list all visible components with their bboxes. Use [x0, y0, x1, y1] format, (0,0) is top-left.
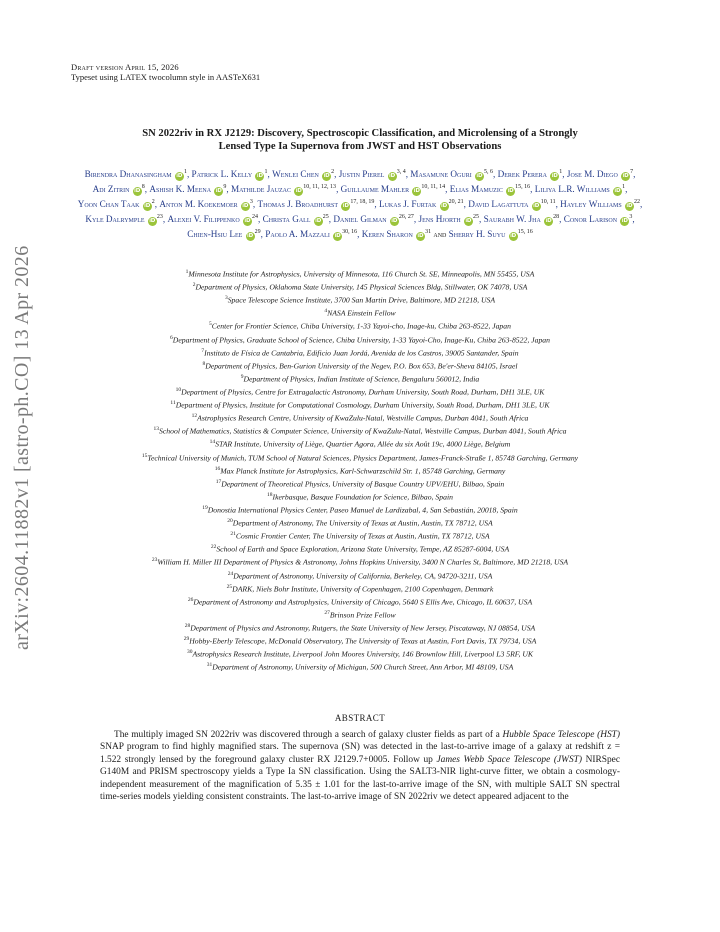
author-name: Lukas J. Furtak — [378, 199, 437, 210]
affiliation-number: 29 — [183, 636, 190, 643]
orcid-icon[interactable]: iD — [622, 173, 629, 180]
affiliation-number: 12 — [191, 413, 198, 420]
author-entry[interactable] — [85, 169, 187, 179]
affiliation-line — [30, 464, 690, 477]
affiliation-line — [30, 542, 690, 555]
affiliation-number: 24 — [227, 570, 234, 577]
orcid-icon[interactable]: iD — [391, 218, 398, 225]
author-name: Birendra Dhanasingham — [84, 169, 172, 180]
affiliation-number: 3 — [224, 295, 228, 302]
author-entry[interactable] — [258, 199, 375, 209]
orcid-icon[interactable]: iD — [621, 218, 628, 225]
draft-header — [71, 62, 260, 82]
paper-title — [60, 127, 660, 153]
author-affiliation-marker: 25 — [322, 214, 329, 221]
affiliation-number: 2 — [192, 282, 196, 289]
orcid-icon[interactable]: iD — [144, 203, 151, 210]
author-entry[interactable] — [187, 229, 260, 239]
author-entry[interactable] — [93, 184, 145, 194]
affiliation-line — [30, 385, 690, 398]
author-affiliation-marker: 2 — [151, 199, 155, 206]
author-affiliation-marker: 28 — [553, 214, 560, 221]
affiliation-number: 30 — [186, 649, 193, 656]
affiliation-line — [30, 398, 690, 411]
abstract-emphasis: Hubble Space Telescope (HST) — [502, 730, 620, 740]
affiliation-number: 27 — [324, 609, 330, 616]
affiliation-number: 7 — [201, 347, 205, 354]
affiliation-line — [30, 319, 690, 332]
affiliation-text: Center for Frontier Science, Chiba University, 1-33 Yayoi-cho, Inage-ku, Chiba 263-8522, Japan — [211, 322, 511, 331]
author-entry[interactable] — [567, 169, 633, 179]
author-name: Jose M. Diego — [566, 169, 618, 180]
affiliation-text: Department of Physics, Graduate School of Science, Chiba University, 1-33 Yayoi-Cho, Inage-Ku, Chiba 263-8522, Japan — [172, 335, 550, 345]
affiliation-text: Department of Physics, Oklahoma State University, 145 Physical Sciences Bldg, Stillwater, OK 74078, USA — [195, 282, 528, 292]
author-affiliation-marker: 1 — [559, 169, 563, 175]
author-name: Sherry H. Suyu — [448, 229, 506, 240]
author-name: David Lagattuta — [468, 199, 529, 210]
author-name: Chien-Hsiu Lee — [187, 229, 243, 240]
author-name: Alexei V. Filippenko — [167, 214, 240, 225]
author-entry[interactable] — [167, 214, 258, 224]
author-entry[interactable] — [564, 214, 633, 224]
affiliation-text: Department of Physics, Indian Institute of Science, Bengaluru 560012, India — [243, 374, 480, 384]
affiliation-number: 11 — [170, 400, 176, 407]
orcid-icon[interactable]: iD — [334, 233, 341, 240]
author-name: Christa Gall — [262, 214, 311, 225]
author-name: Daniel Gilman — [333, 214, 387, 225]
affiliation-line — [30, 595, 690, 608]
affiliation-line — [30, 634, 690, 647]
affiliation-text: Department of Physics, Ben-Gurion University of the Negev, P.O. Box 653, Be'er-Sheva 84105, Israel — [205, 361, 518, 371]
author-affiliation-marker: 20, 21 — [448, 199, 464, 206]
author-affiliation-marker: 15, 16 — [515, 184, 531, 191]
affiliation-text: Max Planck Institute for Astrophysics, Karl-Schwarzschild Str. 1, 85748 Garching, Germany — [220, 466, 506, 476]
affiliation-number: 17 — [215, 478, 222, 485]
orcid-icon[interactable]: iD — [176, 173, 183, 180]
orcid-icon[interactable]: iD — [342, 203, 349, 210]
orcid-icon[interactable]: iD — [533, 203, 540, 210]
affiliation-number: 23 — [151, 557, 158, 564]
orcid-icon[interactable]: iD — [417, 233, 424, 240]
affiliation-line — [30, 359, 690, 372]
affiliation-text: Donostia International Physics Center, Paseo Manuel de Lardizabal, 4, San Sebastián, 20018, Spain — [207, 505, 518, 515]
affiliation-number: 13 — [153, 426, 160, 433]
affiliation-text: Astrophysics Research Centre, University of KwaZulu-Natal, Westville Campus, Durban 4041, South Africa — [197, 413, 529, 423]
author-affiliation-marker: 3, 4 — [396, 169, 406, 175]
author-name: Anton M. Koekemoer — [159, 199, 238, 210]
affiliation-text: Department of Physics and Astronomy, Rutgers, the State University of New Jersey, Piscataway, NJ 08854, USA — [190, 623, 536, 633]
author-entry[interactable] — [468, 199, 555, 209]
affiliation-line — [30, 477, 690, 490]
affiliation-number: 14 — [209, 439, 216, 446]
author-entry[interactable] — [535, 184, 625, 194]
author-entry[interactable] — [379, 199, 464, 209]
orcid-icon[interactable]: iD — [465, 218, 472, 225]
author-affiliation-marker: 17, 18, 19 — [350, 199, 375, 206]
affiliation-text: DARK, Niels Bohr Institute, University of Copenhagen, 2100 Copenhagen, Denmark — [232, 584, 494, 594]
affiliation-text: NASA Einstein Fellow — [327, 308, 396, 318]
affiliation-text: Instituto de Física de Cantabria, Edificio Juan Jordá, Avenida de los Castros, 39005 Santander, Spain — [204, 348, 519, 358]
draft-version-line: Draft version April 15, 2026 — [71, 62, 179, 72]
affiliation-line — [30, 306, 690, 319]
author-name: Yoon Chan Taak — [77, 199, 140, 210]
affiliation-line — [30, 621, 690, 634]
author-name: Paolo A. Mazzali — [265, 229, 330, 240]
author-affiliation-marker: 29 — [254, 229, 261, 236]
author-entry[interactable] — [341, 184, 446, 194]
author-affiliation-marker: 26, 27 — [398, 214, 414, 221]
title-line-1: SN 2022riv in RX J2129: Discovery, Spectroscopic Classification, and Microlensing of a Strongly — [142, 128, 578, 139]
affiliation-number: 6 — [170, 334, 173, 341]
orcid-icon[interactable]: iD — [413, 188, 420, 195]
affiliation-text: Cosmic Frontier Center, The University of Texas at Austin, Austin, TX 78712, USA — [235, 531, 490, 541]
affiliation-number: 8 — [202, 360, 206, 367]
affiliation-number: 10 — [175, 386, 182, 393]
orcid-icon[interactable]: iD — [476, 173, 483, 180]
affiliation-number: 4 — [324, 308, 328, 315]
author-entry[interactable] — [265, 229, 357, 239]
affiliation-number: 31 — [206, 662, 213, 669]
affiliation-text: Department of Physics, Centre for Extragalactic Astronomy, Durham University, South Road, Durham, DH1 3LE, UK — [181, 387, 545, 397]
affiliation-text: Minnesota Institute for Astrophysics, University of Minnesota, 116 Church St. SE, Minneapolis, MN 55455, USA — [188, 269, 535, 279]
affiliation-text: Department of Astronomy, University of Michigan, 500 Church Street, Ann Arbor, MI 48109, USA — [212, 662, 514, 672]
affiliation-line — [30, 280, 690, 293]
orcid-icon[interactable]: iD — [614, 188, 621, 195]
abstract-text: NIRSpec G140M and PRISM spectroscopy yields a Type Ia SN classification. Using the SALT3-NIR light-curve fitter, we obtain a cosmology-independent measurement of the magnification of 5.35 ± 1.01 for the last-to-arrive image of the SN, with multiple SALT SN spectral time-series models yielding consistent constraints. The last-to-arrive image of SN 2022riv we detect appeared adjacent to the — [100, 754, 620, 803]
author-name: Saurabh W. Jha — [483, 214, 541, 225]
author-name: Masamune Oguri — [410, 169, 472, 180]
affiliation-line — [30, 451, 690, 464]
affiliation-number: 19 — [202, 504, 208, 511]
author-name: Justin Pierel — [338, 169, 385, 180]
author-affiliation-marker: 1 — [622, 184, 626, 191]
author-entry[interactable] — [419, 214, 479, 224]
orcid-icon[interactable]: iD — [441, 203, 448, 210]
author-entry[interactable] — [272, 169, 334, 179]
affiliation-list — [30, 267, 690, 673]
author-affiliation-marker: 3 — [249, 199, 253, 206]
affiliation-text: Department of Astronomy, University of California, Berkeley, CA, 94720-3211, USA — [233, 571, 493, 581]
orcid-icon[interactable]: iD — [626, 203, 633, 210]
author-affiliation-marker: 10, 11 — [540, 199, 556, 206]
affiliation-text: Hobby-Eberly Telescope, McDonald Observatory, The University of Texas at Austin, Fort Davis, TX 79734, USA — [189, 636, 537, 646]
affiliation-line — [30, 529, 690, 542]
affiliation-line — [30, 333, 690, 346]
author-affiliation-marker: 25 — [472, 214, 479, 221]
orcid-icon[interactable]: iD — [256, 173, 264, 180]
author-affiliation-marker: 9 — [223, 184, 227, 191]
orcid-icon[interactable]: iD — [242, 203, 249, 210]
affiliation-text: Department of Theoretical Physics, University of Basque Country UPV/EHU, Bilbao, Spain — [221, 479, 505, 489]
author-name: Conor Larison — [563, 214, 618, 225]
affiliation-text: STAR Institute, University of Liège, Quartier Agora, Allée du six Août 19c, 4000 Liège, Belgium — [215, 439, 511, 449]
author-entry[interactable] — [339, 169, 406, 179]
orcid-icon[interactable]: iD — [134, 188, 141, 195]
affiliation-number: 16 — [214, 465, 221, 472]
author-affiliation-marker: 5, 6 — [484, 169, 494, 175]
author-entry[interactable] — [78, 199, 155, 209]
author-name: Liliya L.R. Williams — [534, 184, 610, 195]
abstract-heading: ABSTRACT — [334, 713, 386, 723]
abstract-text: SNAP program to find highly magnified stars. The supernova (SN) was detected in the last-to-arrive image of a galaxy at redshift z = 1.522 strongly lensed by the foreground galaxy cluster RX J2129.7+0005. Follow up — [100, 742, 620, 765]
affiliation-number: 9 — [240, 373, 244, 380]
affiliation-text: Ikerbasque, Basque Foundation for Science, Bilbao, Spain — [272, 492, 453, 502]
author-affiliation-marker: 7 — [630, 169, 634, 175]
author-affiliation-marker: 10, 11, 14 — [421, 184, 446, 191]
author-name: Derek Perera — [497, 169, 547, 180]
author-affiliation-marker: 1 — [183, 169, 187, 175]
author-name: Keren Sharon — [361, 229, 413, 240]
orcid-icon[interactable]: iD — [244, 218, 251, 225]
affiliation-line — [30, 503, 690, 516]
affiliation-number: 20 — [227, 518, 233, 525]
author-entry[interactable] — [263, 214, 329, 224]
author-entry[interactable] — [231, 184, 336, 194]
affiliation-text: Department of Astronomy and Astrophysics, University of Chicago, 5640 S Ellis Ave, Chicago, IL 60637, USA — [193, 597, 533, 607]
author-entry[interactable] — [450, 184, 530, 194]
orcid-icon[interactable]: iD — [247, 233, 254, 240]
orcid-icon[interactable]: iD — [389, 173, 396, 180]
orcid-icon[interactable]: iD — [545, 218, 552, 225]
author-affiliation-marker: 1 — [264, 169, 268, 175]
orcid-icon[interactable]: iD — [215, 188, 222, 195]
affiliation-line — [30, 346, 690, 359]
orcid-icon[interactable]: iD — [323, 173, 330, 180]
affiliation-number: 22 — [210, 544, 217, 551]
author-name: Mathilde Jauzac — [230, 184, 291, 195]
author-entry[interactable] — [362, 229, 431, 239]
author-affiliation-marker: 23 — [156, 214, 163, 221]
affiliation-number: 28 — [184, 622, 191, 629]
affiliation-text: Astrophysics Research Institute, Liverpool John Moores University, 146 Brownlow Hill, Liverpool L3 5RF, UK — [192, 649, 534, 659]
affiliation-line — [30, 608, 690, 621]
author-list: Birendra Dhanasingham $iD^1$, Patrick L. Kelly $iD^1$, Wenlei Chen $iD^2$, Justin Pierel iD$^{3, 4}$, Masamune Oguri iD$^{5, 6}$, Derek Perera $iD^1$, Jose M. Diego $iD^7$, Adi Zitrin $iD^8$, Ashish K. Meena $iD^9$, Mathilde Jauzac iD$^{10, 11, 12, 13}$, Guillaume Mahler iD$^{10, 11, 14}$, Elias Mamuzic iD$^{15, 16}$, Liliya L.R. Williams $iD^1$, Yoon Chan Taak $iD^2$, Anton M. Koekemoer $iD^3$, Thomas J. Broadhurst iD$^{17, 18, 19}$, Lukas J. Furtak iD$^{20, 21}$, David Lagattuta iD$^{10, 11}$, Hayley Williams $iD^{22}$, Kyle Dalrymple $iD^{23}$, Alexei V. Filippenko $iD^{24}$, Christa Gall $iD^{25}$, Daniel Gilman iD$^{26, 27}$, Jens Hjorth $iD^{25}$, Saurabh W. Jha $iD^{28}$, Conor Larison $iD^3$, Chien-Hsiu Lee $iD^{29}$, Paolo A. Mazzali iD$^{30, 16}$, Keren Sharon $iD^{31}$ and Sherry H. Suyu iD$^{15, 16}$ — [77, 169, 643, 240]
author-entry[interactable] — [449, 229, 533, 239]
author-entry[interactable] — [159, 199, 253, 209]
author-name: Kyle Dalrymple — [85, 214, 145, 225]
affiliation-number: 5 — [209, 321, 212, 328]
author-affiliation-marker: 31 — [425, 229, 432, 236]
orcid-icon[interactable]: iD — [510, 233, 517, 240]
affiliation-line — [30, 267, 690, 280]
author-entry[interactable] — [192, 169, 268, 179]
author-name: Hayley Williams — [560, 199, 622, 210]
affiliation-number: 1 — [185, 269, 189, 275]
and-conjunction: and — [433, 229, 449, 240]
affiliation-line — [30, 569, 690, 582]
abstract-emphasis: James Webb Space Telescope (JWST) — [436, 754, 582, 765]
author-entry[interactable] — [484, 214, 560, 224]
orcid-icon[interactable]: iD — [315, 218, 322, 225]
affiliation-text: School of Mathematics, Statistics & Computer Science, University of KwaZulu-Natal, Westville Campus, Durban 4041, South Africa — [159, 426, 567, 436]
orcid-icon[interactable]: iD — [149, 218, 156, 225]
author-affiliation-marker: 3 — [629, 214, 633, 221]
affiliation-number: 21 — [230, 531, 236, 538]
author-affiliation-marker: 8 — [141, 184, 145, 191]
typeset-line: Typeset using LATEX twocolumn style in AASTeX631 — [71, 72, 261, 82]
affiliation-line — [30, 293, 690, 306]
author-affiliation-marker: 24 — [251, 214, 258, 221]
author-affiliation-marker: 22 — [634, 199, 641, 206]
affiliation-line — [30, 582, 690, 595]
author-name: Thomas J. Broadhurst — [257, 199, 339, 210]
author-name: Wenlei Chen — [272, 169, 319, 180]
affiliation-line — [30, 516, 690, 529]
affiliation-text: Department of Physics, Institute for Computational Cosmology, Durham University, South Road, Durham, DH1 3LE, UK — [175, 400, 550, 410]
author-name: Guillaume Mahler — [340, 184, 410, 195]
author-entry[interactable] — [149, 184, 226, 194]
author-name: Adi Zitrin — [92, 184, 130, 195]
author-entry[interactable] — [498, 169, 563, 179]
author-affiliation-marker: 30, 16 — [342, 229, 358, 236]
affiliation-text: William H. Miller III Department of Physics & Astronomy, Johns Hopkins University, 3400 N Charles St, Baltimore, MD 21218, USA — [157, 557, 569, 567]
abstract-text: The multiply imaged SN 2022riv was discovered through a search of galaxy cluster fields as part of a — [114, 730, 503, 740]
abstract-body — [100, 729, 620, 803]
affiliation-line — [30, 411, 690, 424]
author-affiliation-marker: 10, 11, 12, 13 — [303, 184, 337, 191]
author-name: Elias Mamuzic — [449, 184, 503, 195]
author-name: Ashish K. Meena — [149, 184, 212, 195]
affiliation-text: Department of Astronomy, The University of Texas at Austin, Austin, TX 78712, USA — [232, 518, 493, 528]
affiliation-text: Brinson Prize Fellow — [329, 610, 396, 620]
author-name: Jens Hjorth — [418, 214, 461, 225]
affiliation-number: 25 — [226, 583, 233, 590]
affiliation-line — [30, 555, 690, 568]
author-affiliation-marker: 15, 16 — [517, 229, 533, 236]
title-line-2: Lensed Type Ia Supernova from JWST and HST Observations — [218, 141, 502, 152]
author-name: Patrick L. Kelly — [191, 169, 253, 180]
author-entry[interactable] — [333, 214, 414, 224]
affiliation-line — [30, 372, 690, 385]
affiliation-line — [30, 647, 690, 660]
affiliation-text: Space Telescope Science Institute, 3700 San Martin Drive, Baltimore, MD 21218, USA — [227, 295, 496, 305]
orcid-icon[interactable]: iD — [507, 188, 514, 195]
affiliation-text: School of Earth and Space Exploration, Arizona State University, Tempe, AZ 85287-6004, USA — [216, 544, 510, 554]
arxiv-identifier-stamp[interactable]: arXiv:2604.11882v1 [astro-ph.CO] 13 Apr 2026 — [11, 245, 33, 650]
author-entry[interactable] — [85, 214, 163, 224]
orcid-icon[interactable]: iD — [551, 173, 558, 180]
affiliation-line — [30, 490, 690, 503]
author-affiliation-marker: 2 — [331, 169, 335, 175]
affiliation-number: 15 — [141, 452, 148, 459]
author-entry[interactable] — [410, 169, 493, 179]
affiliation-line — [30, 660, 690, 673]
orcid-icon[interactable]: iD — [295, 188, 302, 195]
author-entry[interactable] — [560, 199, 640, 209]
affiliation-number: 26 — [187, 596, 194, 603]
affiliation-line — [30, 424, 690, 437]
affiliation-line — [30, 437, 690, 450]
affiliation-text: Technical University of Munich, TUM School of Natural Sciences, Physics Department, James-Franck-Straße 1, 85748 Garching, Germany — [147, 453, 579, 463]
affiliation-number: 18 — [267, 491, 273, 498]
